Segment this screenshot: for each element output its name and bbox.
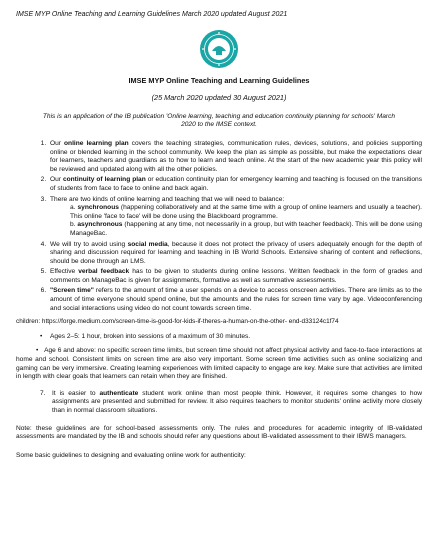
- closing-line: Some basic guidelines to designing and evaluating online work for authenticity:: [16, 451, 246, 459]
- guideline-list: [16, 140, 422, 313]
- list-item: 3. There are two kinds of online learning and teaching that we will need to balance: a. synchronous (happening collaboratively and at the same time with a group of online learners and usually a teacher). This online 'face to face' will be done using the Blackboard programme. b. asynchronous (happening at any time, not necessarily in a group, but with teacher feedback). This will be done using ManageBac.: [48, 196, 422, 239]
- children-link[interactable]: children: https://forge.medium.com/screen-time-is-good-for-kids-if-theres-a-human-on-the-other- end-d33124c1f74: [16, 318, 339, 326]
- school-logo: [16, 29, 422, 69]
- list-item-7: 7. It is easier to authenticate student work online than most people think. However, it requires some changes to how assignments are presented and submitted for review. It also requires teachers to monitor students' online activity more closely than in normal classroom situations.: [40, 389, 422, 414]
- note-paragraph: Note: these guidelines are for school-based assessments only. The rules and procedures for academic integrity of IB-validated assessments are mandated by the IB and schools should refer any questions about IB-validated assessment to their IBWS managers.: [16, 424, 422, 441]
- list-item: 1. Our online learning plan covers the teaching strategies, communication rules, devices, solutions, and policies supporting online or blended learning in the school community. We keep the plan as simple as possible, but make the expectations clear for learners, teachers and guardians as to how to learn and teach online. At the start of the new academic year this policy will be reviewed and updated along with all the other policies.: [48, 140, 422, 174]
- document-title: IMSE MYP Online Teaching and Learning Guidelines: [128, 75, 310, 85]
- intro-paragraph: This is an application of the IB publication 'Online learning, teaching and education continuity planning for schools' March 2020 to the IMSE context.: [42, 112, 396, 129]
- running-header: IMSE MYP Online Teaching and Learning Guidelines March 2020 updated August 2021: [16, 11, 288, 18]
- ages-6-paragraph: • Age 6 and above: no specific screen time limits, but screen time should not affect physical activity and face-to-face interactions at home and school. Consistent limits on screen time are also very important. Some screen time activities such as online socializing and gaming can be very immersive. Creating learning experiences with limited capacity to engage are key. Make sure that activities are limited in length with clear goals that learners can retain when they are finished.: [16, 347, 422, 381]
- list-item: 5. Effective verbal feedback has to be given to students during online lessons. Written feedback in the form of grades and comments on ManageBac is given for assignments, formative as well as summative assessments.: [48, 268, 422, 285]
- bullet-icon: •: [40, 332, 43, 340]
- document-dates: (25 March 2020 updated 30 August 2021): [151, 93, 287, 103]
- list-item: 2. Our continuity of learning plan or education continuity plan for emergency learning and teaching is focused on the transitions of students from face to face to online and back again.: [48, 176, 422, 193]
- bullet-icon: •: [36, 347, 45, 355]
- list-item: 6. "Screen time" refers to the amount of time a user spends on a device to access onscreen activities. There are limits as to the amount of time everyone should spend online, but the amounts and the rules for screen time vary by age. Videoconferencing and social interactions using video do not count towards screen time.: [48, 287, 422, 313]
- bullet-ages-2-5: • Ages 2–5: 1 hour, broken into sessions of a maximum of 30 minutes.: [40, 332, 251, 340]
- sub-item-asynchronous: b. asynchronous (happening at any time, not necessarily in a group, but with teacher feedback). This will be done using ManageBac.: [70, 221, 422, 237]
- school-seal-icon: [199, 29, 239, 69]
- sub-item-synchronous: a. synchronous (happening collaboratively and at the same time with a group of online learners and usually a teacher). This online 'face to face' will be done using the Blackboard programme.: [70, 204, 422, 220]
- list-item: 4. We will try to avoid using social media, because it does not protect the privacy of users adequately enough for the depth of sharing and discussion required for learning and teaching in IB World Schools. Extensive sharing of content and reflections, should be done through an LMS.: [48, 241, 422, 267]
